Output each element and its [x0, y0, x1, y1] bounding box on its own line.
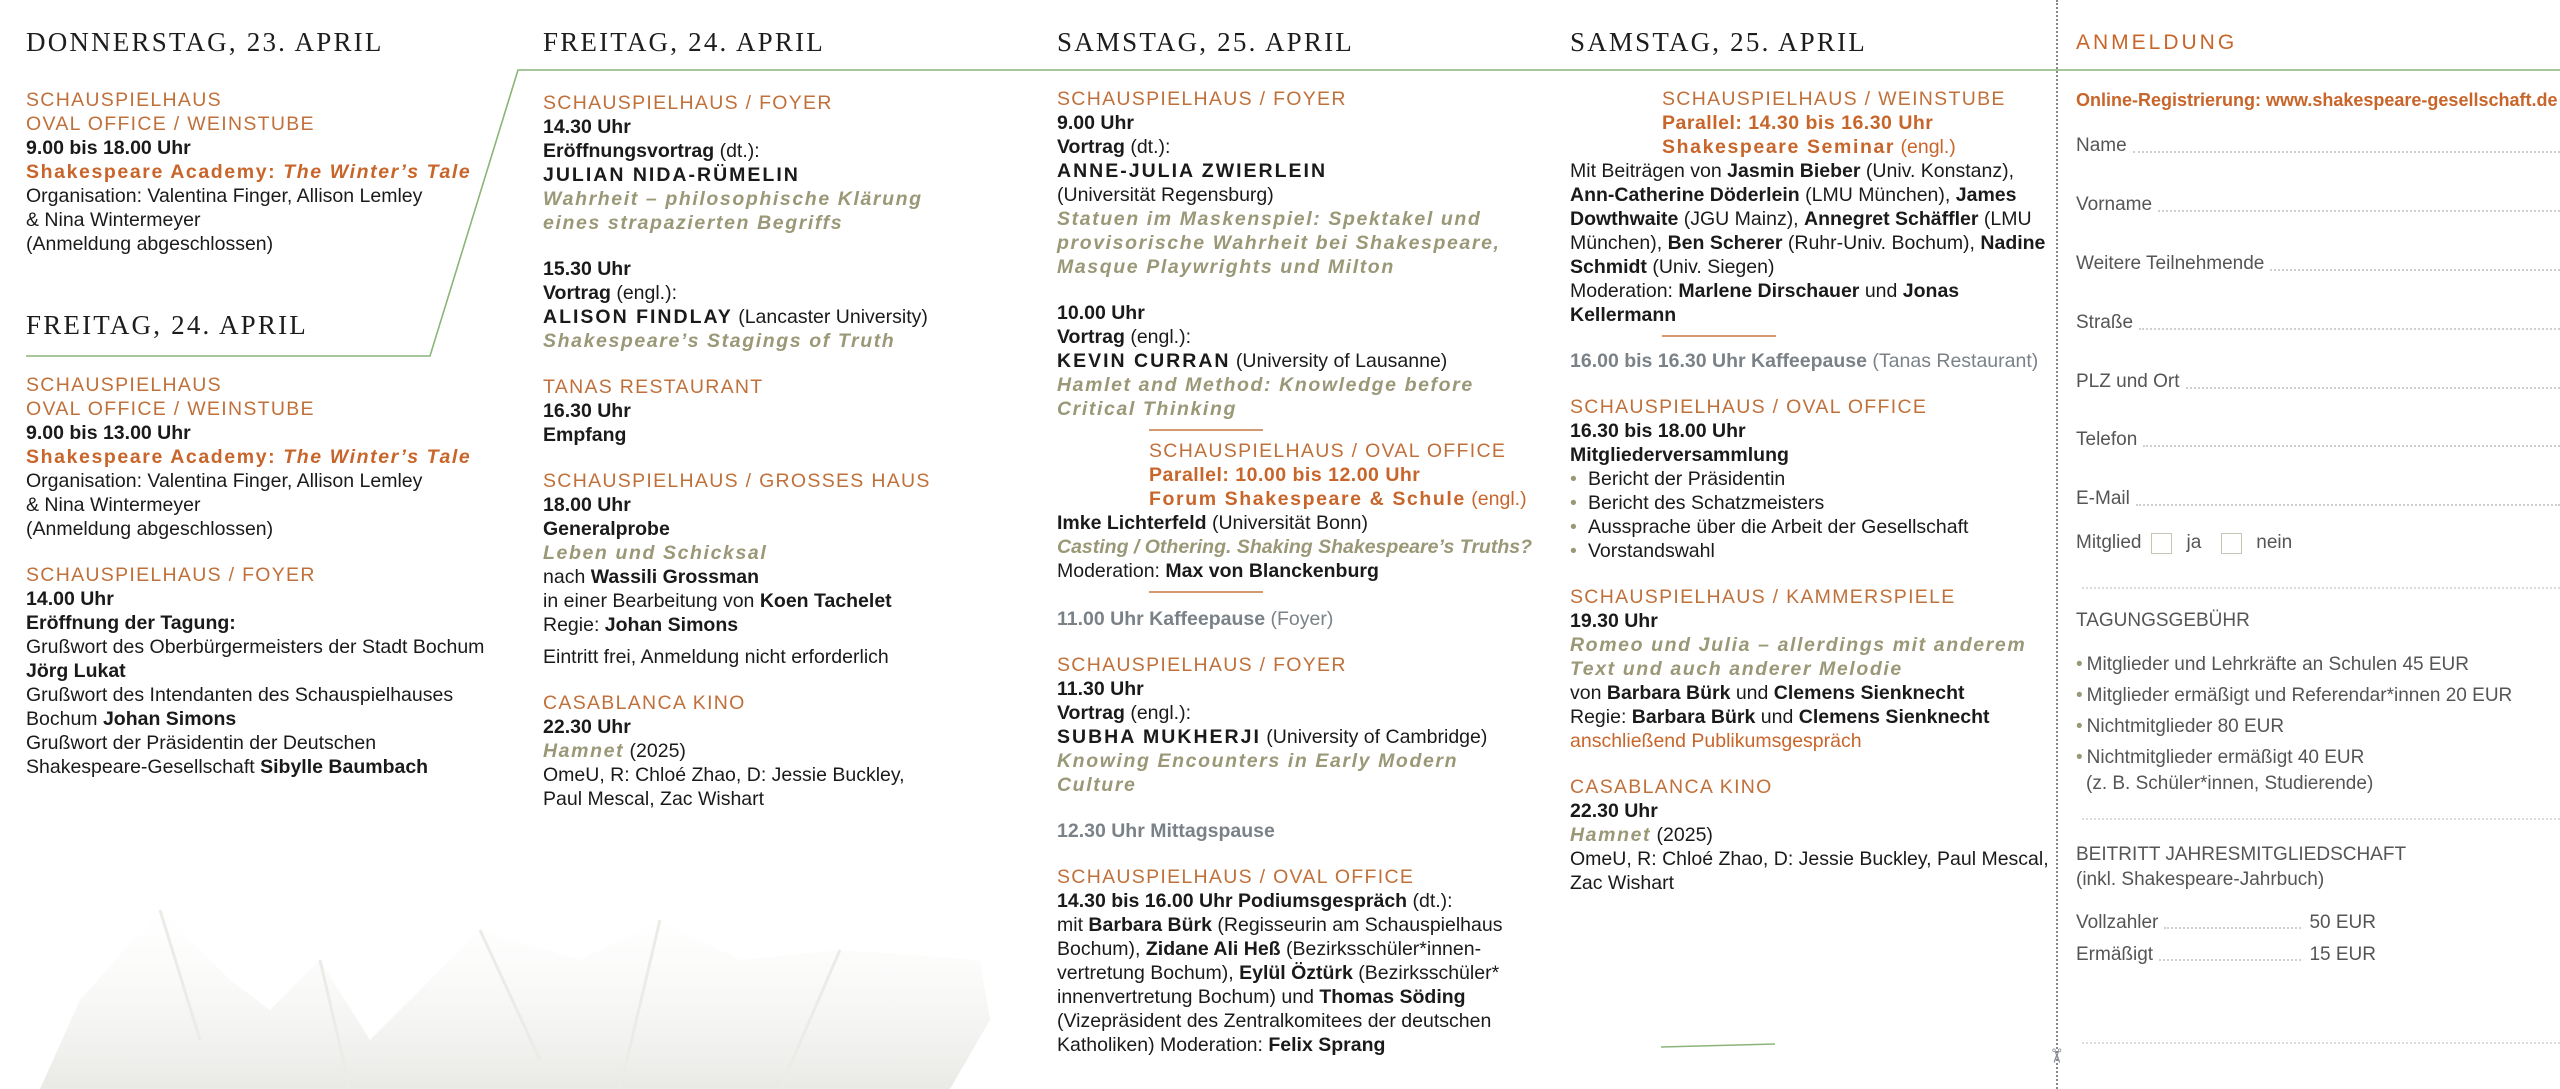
event-time: 15.30 Uhr [543, 258, 631, 280]
event-type [1057, 135, 1547, 159]
day-heading-saturday-2: SAMSTAG, 25. APRIL [1570, 27, 1867, 57]
text: Regie: [543, 614, 605, 636]
event-type [543, 139, 1023, 163]
break-location: (Tanas Restaurant) [1867, 350, 2039, 372]
bullet-icon: • [2076, 747, 2083, 768]
event-time: 9.00 bis 13.00 Uhr [26, 422, 191, 444]
play-title: Text und auch anderer Melodie [1570, 658, 1903, 680]
field-input-line[interactable] [2158, 210, 2560, 212]
text: nach [543, 566, 591, 588]
film-year: (2025) [624, 740, 686, 762]
fee-item [2076, 649, 2512, 680]
text: (LMU München), [1799, 184, 1956, 206]
event-organisers-2: & Nina Wintermeyer [26, 494, 201, 516]
event-time: 10.00 Uhr [1057, 302, 1145, 324]
speaker-line [1057, 511, 1547, 535]
speaker-name: Imke Lichterfeld [1057, 512, 1207, 534]
affiliation: (University of Cambridge) [1260, 726, 1488, 748]
fee-heading: TAGUNGSGEBÜHR [2076, 610, 2250, 631]
person-name: Clemens Sienknecht [1773, 682, 1965, 704]
event-title: Eröffnung der Tagung: [26, 612, 236, 634]
event-cinema-saturday [1570, 775, 2050, 895]
talk-title: Masque Playwrights und Milton [1057, 256, 1395, 278]
text: (Univ. Siegen) [1646, 256, 1775, 278]
venue-label: SCHAUSPIELHAUS / FOYER [26, 564, 316, 586]
field-label: Name [2076, 135, 2127, 156]
event-reception [543, 375, 1023, 447]
section-divider [2082, 818, 2560, 820]
speaker-name: ALISON FINDLAY [543, 306, 733, 328]
greeting-name: Jörg Lukat [26, 660, 126, 682]
field-label: PLZ und Ort [2076, 371, 2180, 392]
speaker-line [543, 305, 1023, 329]
event-type: Generalprobe [543, 518, 670, 540]
talk-title: eines strapazierten Begriffs [543, 212, 844, 234]
talk-title: Knowing Encounters in Early Modern [1057, 750, 1459, 772]
speaker-name: KEVIN CURRAN [1057, 350, 1231, 372]
person-name: Annegret Schäffler [1804, 208, 1979, 230]
membership-subheading: (inkl. Shakespeare-Jahrbuch) [2076, 869, 2325, 890]
speaker-name: ANNE-JULIA ZWIERLEIN [1057, 160, 1328, 182]
affiliation: (University of Lausanne) [1230, 350, 1448, 372]
price-label: Vollzahler [2076, 912, 2159, 933]
venue-label: OVAL OFFICE / WEINSTUBE [26, 398, 315, 420]
venue-label: SCHAUSPIELHAUS / OVAL OFFICE [1149, 440, 1507, 462]
break-label: 16.00 bis 16.30 Uhr Kaffeepause [1570, 350, 1867, 372]
language: (engl.): [610, 282, 678, 304]
person-name: Thomas Söding [1319, 986, 1466, 1008]
talk-title: Casting / Othering. Shaking Shakespeare’s Truths? [1057, 536, 1532, 558]
event-academy-thursday [26, 88, 506, 256]
moderator-name: Marlene Dirschauer [1678, 280, 1860, 302]
person-name: Johan Simons [604, 614, 739, 636]
greeting-line: Grußwort des Oberbürgermeisters der Stadt Bochum [26, 636, 485, 658]
price-value: 15 EUR [2309, 944, 2376, 965]
credit-line [1570, 705, 2050, 729]
language: (engl.): [1124, 326, 1192, 348]
greeting-line: Grußwort der Präsidentin der Deutschen [26, 732, 377, 754]
bullet-icon: • [2076, 716, 2083, 737]
text: Shakespeare-Gesellschaft [26, 756, 261, 778]
day-heading-thursday: DONNERSTAG, 23. APRIL [26, 27, 384, 57]
text: von [1570, 682, 1607, 704]
registration-form [2056, 0, 2560, 1089]
event-zwierlein [1057, 87, 1547, 279]
member-yes-checkbox[interactable] [2151, 533, 2172, 554]
field-label: E-Mail [2076, 488, 2130, 509]
language: (dt.): [1124, 136, 1171, 158]
affiliation: (Universität Bonn) [1206, 512, 1369, 534]
credit-line [543, 565, 1023, 589]
venue-label: SCHAUSPIELHAUS / WEINSTUBE [1662, 88, 2006, 110]
text: (Regisseurin am Schauspielhaus Bochum), [1057, 914, 1503, 960]
event-forum-school [1057, 439, 1547, 583]
agenda-item: • Bericht der Präsidentin [1570, 467, 2050, 491]
agenda-list [1570, 467, 2050, 563]
event-title: Mitgliederversammlung [1570, 444, 1789, 466]
event-dress-rehearsal [543, 469, 1023, 669]
agenda-item: • Aussprache über die Arbeit der Gesellschaft [1570, 515, 2050, 539]
person-name: Eylül Öztürk [1239, 962, 1353, 984]
text: und [1859, 280, 1903, 302]
section-divider [2082, 587, 2560, 589]
event-findlay [543, 257, 1023, 353]
online-registration-link[interactable]: Online-Registrierung: www.shakespeare-gesellschaft.de [2076, 90, 2558, 110]
type: Vortrag [1057, 326, 1125, 348]
fee-text: Mitglieder ermäßigt und Referendar*innen 20 EUR [2086, 685, 2513, 706]
text: Regie: [1570, 706, 1632, 728]
language: (engl.) [1895, 136, 1956, 158]
field-label: Weitere Teilnehmende [2076, 253, 2265, 274]
talk-title: Critical Thinking [1057, 398, 1237, 420]
text: Moderation: [1057, 560, 1166, 582]
film-credits: OmeU, R: Chloé Zhao, D: Jessie Buckley, [543, 764, 905, 786]
event-general-meeting [1570, 395, 2050, 563]
venue-label: SCHAUSPIELHAUS [26, 89, 222, 111]
parallel-time: Parallel: 14.30 bis 16.30 Uhr [1662, 112, 1934, 134]
venue-label: OVAL OFFICE / WEINSTUBE [26, 113, 315, 135]
play-title: Romeo und Julia – allerdings mit anderem [1570, 634, 2027, 656]
price-value: 50 EUR [2309, 912, 2376, 933]
venue-label: SCHAUSPIELHAUS / FOYER [1057, 654, 1347, 676]
dotted-leader [2164, 927, 2301, 929]
venue-label: CASABLANCA KINO [543, 692, 746, 714]
speaker-line [1057, 725, 1547, 749]
film-title: Hamnet [543, 740, 625, 762]
field-phone[interactable] [2076, 428, 2560, 452]
affiliation: (Universität Regensburg) [1057, 184, 1274, 206]
greeting-line: Grußwort des Intendanten des Schauspielhauses [26, 684, 454, 706]
event-opening [26, 563, 506, 779]
person-name: Jasmin Bieber [1727, 160, 1861, 182]
person-name: James Dowthwaite [1570, 184, 2017, 230]
moderator-name: Jonas Kellermann [1570, 280, 1960, 326]
fee-text: Nichtmitglieder 80 EUR [2086, 716, 2285, 737]
event-time: 11.30 Uhr [1057, 678, 1144, 700]
day-heading-saturday: SAMSTAG, 25. APRIL [1057, 27, 1354, 57]
person-name: Clemens Sienknecht [1798, 706, 1990, 728]
talk-title: Wahrheit – philosophische Klärung [543, 188, 923, 210]
field-input-line[interactable] [2143, 445, 2560, 447]
type: Eröffnungsvortrag [543, 140, 715, 162]
talk-title: Statuen im Maskenspiel: Spektakel und [1057, 208, 1482, 230]
event-time: 14.00 Uhr [26, 588, 114, 610]
field-input-line[interactable] [2186, 387, 2560, 389]
film-credits: Paul Mescal, Zac Wishart [543, 788, 765, 810]
venue-label: SCHAUSPIELHAUS / FOYER [543, 92, 833, 114]
audience-talk-note: anschließend Publikumsgespräch [1570, 730, 1862, 752]
text: Moderation: [1570, 280, 1679, 302]
event-seminar [1570, 87, 2050, 327]
fee-note: (z. B. Schüler*innen, Studierende) [2086, 773, 2374, 794]
agenda-item: • Bericht des Schatzmeisters [1570, 491, 2050, 515]
fee-text: Mitglieder und Lehrkräfte an Schulen 45 EUR [2086, 654, 2469, 675]
talk-title: Culture [1057, 774, 1137, 796]
field-input-line[interactable] [2136, 504, 2560, 506]
field-first-name[interactable] [2076, 193, 2560, 217]
person-name: Wassili Grossman [590, 566, 760, 588]
language: (engl.) [1465, 488, 1527, 510]
talk-title: provisorische Wahrheit bei Shakespeare, [1057, 232, 1501, 254]
agenda-item: • Vorstandswahl [1570, 539, 2050, 563]
event-organisers [26, 469, 506, 493]
event-organisers [26, 184, 506, 208]
bullet-icon: • [2076, 685, 2083, 706]
orange-divider [1662, 335, 1776, 337]
field-input-line[interactable] [2139, 328, 2560, 330]
event-academy-friday [26, 373, 506, 541]
text: Mit Beiträgen von [1570, 160, 1728, 182]
field-label: Vorname [2076, 194, 2153, 215]
type: Vortrag [543, 282, 611, 304]
moderation-line [1570, 279, 2050, 327]
membership-choice [2076, 531, 2292, 555]
text: (Univ. Konstanz), [1860, 160, 2015, 182]
break-location: (Foyer) [1265, 608, 1334, 630]
org-names: Valentina Finger, Allison Lemley [147, 185, 423, 207]
credit-line [543, 589, 1023, 613]
greeting-line [26, 707, 506, 731]
coffee-break [1057, 607, 1547, 631]
event-time: 16.30 bis 18.00 Uhr [1570, 420, 1746, 442]
event-note: (Anmeldung abgeschlossen) [26, 233, 274, 255]
text: mit [1057, 914, 1089, 936]
text: (Vizepräsident des Zentralkomitees der deutschen Katholiken) Moderation: [1057, 1010, 1492, 1056]
affiliation: (Lancaster University) [732, 306, 928, 328]
green-short-rule [1661, 1044, 1775, 1047]
event-organisers-2: & Nina Wintermeyer [26, 209, 201, 231]
venue-label: SCHAUSPIELHAUS / GROSSES HAUS [543, 470, 931, 492]
language: (engl.): [1124, 702, 1192, 724]
event-time: 22.30 Uhr [1570, 800, 1658, 822]
field-name[interactable] [2076, 134, 2560, 158]
event-time: 14.30 Uhr [543, 116, 631, 138]
moderator-name: Max von Blanckenburg [1165, 560, 1379, 582]
saturday-afternoon-events [1570, 87, 2050, 895]
event-title-prefix: Shakespeare Academy: [26, 161, 284, 183]
language: (dt.): [714, 140, 760, 162]
venue-label: SCHAUSPIELHAUS / KAMMERSPIELE [1570, 586, 1956, 608]
field-street[interactable] [2076, 311, 2560, 335]
event-time: 19.30 Uhr [1570, 610, 1658, 632]
event-type [543, 281, 1023, 305]
language: (dt.): [1407, 890, 1453, 912]
person-name: Zidane Ali Heß [1145, 938, 1281, 960]
credit-line [1570, 681, 2050, 705]
text: (Bezirksschüler*innen-vertretung Bochum), [1057, 938, 1482, 984]
orange-divider [1149, 429, 1263, 431]
venue-label: TANAS RESTAURANT [543, 376, 764, 398]
event-time: 16.30 Uhr [543, 400, 631, 422]
event-time: 9.00 bis 18.00 Uhr [26, 137, 191, 159]
text: in einer Bearbeitung von [543, 590, 760, 612]
field-input-line[interactable] [2133, 151, 2560, 153]
dotted-leader [2159, 959, 2301, 961]
event-time: 9.00 Uhr [1057, 112, 1134, 134]
event-type [1057, 325, 1547, 349]
event-time: 14.30 bis 16.00 Uhr [1057, 890, 1233, 912]
event-title-work: The Winter’s Tale [283, 446, 472, 468]
film-year: (2025) [1651, 824, 1713, 846]
film-title: Hamnet [1570, 824, 1652, 846]
text: und [1755, 706, 1799, 728]
person-name: Koen Tachelet [759, 590, 892, 612]
film-title-line [1570, 823, 2050, 847]
film-credits: OmeU, R: Chloé Zhao, D: Jessie Buckley, Paul Mescal, [1570, 848, 2049, 870]
org-names: Valentina Finger, Allison Lemley [147, 470, 423, 492]
event-curran [1057, 301, 1547, 421]
event-time: 18.00 Uhr [543, 494, 631, 516]
orange-divider [1149, 591, 1263, 593]
text: (Ruhr-Univ. Bochum), [1782, 232, 1981, 254]
registration-heading: ANMELDUNG [2076, 31, 2238, 54]
film-credits: Zac Wishart [1570, 872, 1675, 894]
event-panel [1057, 865, 1547, 1057]
film-title-line [543, 739, 1023, 763]
day-heading-friday-2: FREITAG, 24. APRIL [543, 27, 825, 57]
lunch-break: 12.30 Uhr Mittagspause [1057, 820, 1275, 842]
event-title [26, 445, 506, 469]
scissors-icon: ✂ [2044, 1047, 2067, 1065]
type: Vortrag [1057, 702, 1125, 724]
fee-item [2076, 680, 2512, 711]
venue-label: SCHAUSPIELHAUS / OVAL OFFICE [1057, 866, 1415, 888]
event-note: (Anmeldung abgeschlossen) [26, 518, 274, 540]
event-title-work: The Winter’s Tale [283, 161, 472, 183]
event-title [26, 160, 506, 184]
field-email[interactable] [2076, 487, 2560, 511]
field-zip-city[interactable] [2076, 370, 2560, 394]
org-label: Organisation: [26, 185, 148, 207]
seminar-title-line [1570, 135, 2050, 159]
event-note: Eintritt frei, Anmeldung nicht erforderlich [543, 646, 889, 668]
fee-text: Nichtmitglieder ermäßigt 40 EUR [2086, 747, 2365, 768]
yes-label: ja [2186, 532, 2202, 553]
event-type: Podiumsgespräch [1238, 890, 1408, 912]
forum-title: Forum Shakespeare & Schule [1149, 488, 1466, 510]
play-title: Leben und Schicksal [543, 542, 768, 564]
venue-label: CASABLANCA KINO [1570, 776, 1773, 798]
event-romeo-julia [1570, 585, 2050, 753]
text: Bochum [26, 708, 103, 730]
coffee-break [1570, 349, 2050, 373]
panel-participants [1057, 913, 1537, 1057]
field-additional-participants[interactable] [2076, 252, 2560, 276]
fee-list [2076, 649, 2512, 795]
event-time: 22.30 Uhr [543, 716, 631, 738]
field-label: Telefon [2076, 429, 2138, 450]
fee-item [2076, 742, 2512, 773]
type: Vortrag [1057, 136, 1125, 158]
person-name: Ben Scherer [1667, 232, 1783, 254]
moderation-line [1057, 559, 1547, 583]
text: (JGU Mainz), [1678, 208, 1805, 230]
event-type [1057, 701, 1547, 725]
day-heading-friday: FREITAG, 24. APRIL [26, 310, 308, 340]
price-full [2076, 911, 2376, 935]
greeting-line [26, 755, 506, 779]
person-name: Barbara Bürk [1606, 682, 1731, 704]
venue-label: SCHAUSPIELHAUS / OVAL OFFICE [1570, 396, 1928, 418]
no-label: nein [2256, 532, 2293, 553]
membership-heading: BEITRITT JAHRESMITGLIEDSCHAFT [2076, 844, 2407, 865]
speaker-name: SUBHA MUKHERJI [1057, 726, 1261, 748]
org-label: Organisation: [26, 470, 148, 492]
event-title-prefix: Shakespeare Academy: [26, 446, 284, 468]
credit-line [543, 613, 1023, 637]
price-label: Ermäßigt [2076, 944, 2154, 965]
saturday-morning-events [1057, 87, 1547, 1057]
parallel-time: Parallel: 10.00 bis 12.00 Uhr [1149, 464, 1421, 486]
member-label: Mitglied [2076, 532, 2142, 553]
panel-time-line [1057, 889, 1547, 913]
field-input-line[interactable] [2270, 269, 2560, 271]
seminar-contributors [1570, 159, 2050, 279]
greeting-name: Johan Simons [102, 708, 237, 730]
event-mukherji [1057, 653, 1547, 797]
speaker-name: JULIAN NIDA-RÜMELIN [543, 164, 800, 186]
venue-label: SCHAUSPIELHAUS [26, 374, 222, 396]
break-label: 11.00 Uhr Kaffeepause [1057, 608, 1266, 630]
forum-title-line [1057, 487, 1547, 511]
fee-item [2076, 711, 2512, 742]
person-name: Barbara Bürk [1631, 706, 1756, 728]
seminar-title: Shakespeare Seminar [1662, 136, 1896, 158]
event-opening-lecture [543, 91, 1023, 811]
member-no-checkbox[interactable] [2221, 533, 2242, 554]
section-divider [2082, 1042, 2560, 1044]
speaker-line [1057, 349, 1547, 373]
person-name: Nadine Schmidt [1570, 232, 2046, 278]
bullet-icon: • [2076, 654, 2083, 675]
field-label: Straße [2076, 312, 2134, 333]
event-cinema-friday [543, 691, 1023, 811]
talk-title: Hamlet and Method: Knowledge before [1057, 374, 1474, 396]
person-name: Barbara Bürk [1088, 914, 1212, 936]
venue-label: SCHAUSPIELHAUS / FOYER [1057, 88, 1347, 110]
price-reduced [2076, 943, 2376, 967]
event-title: Empfang [543, 424, 627, 446]
person-name: Ann-Catherine Döderlein [1570, 184, 1800, 206]
talk-title: Shakespeare’s Stagings of Truth [543, 330, 896, 352]
text: und [1730, 682, 1774, 704]
greeting-name: Sibylle Baumbach [260, 756, 429, 778]
text: (Bezirksschüler* innenvertretung Bochum) und [1057, 962, 1500, 1008]
text: (LMU München), [1570, 208, 2032, 254]
person-name: Felix Sprang [1268, 1034, 1386, 1056]
